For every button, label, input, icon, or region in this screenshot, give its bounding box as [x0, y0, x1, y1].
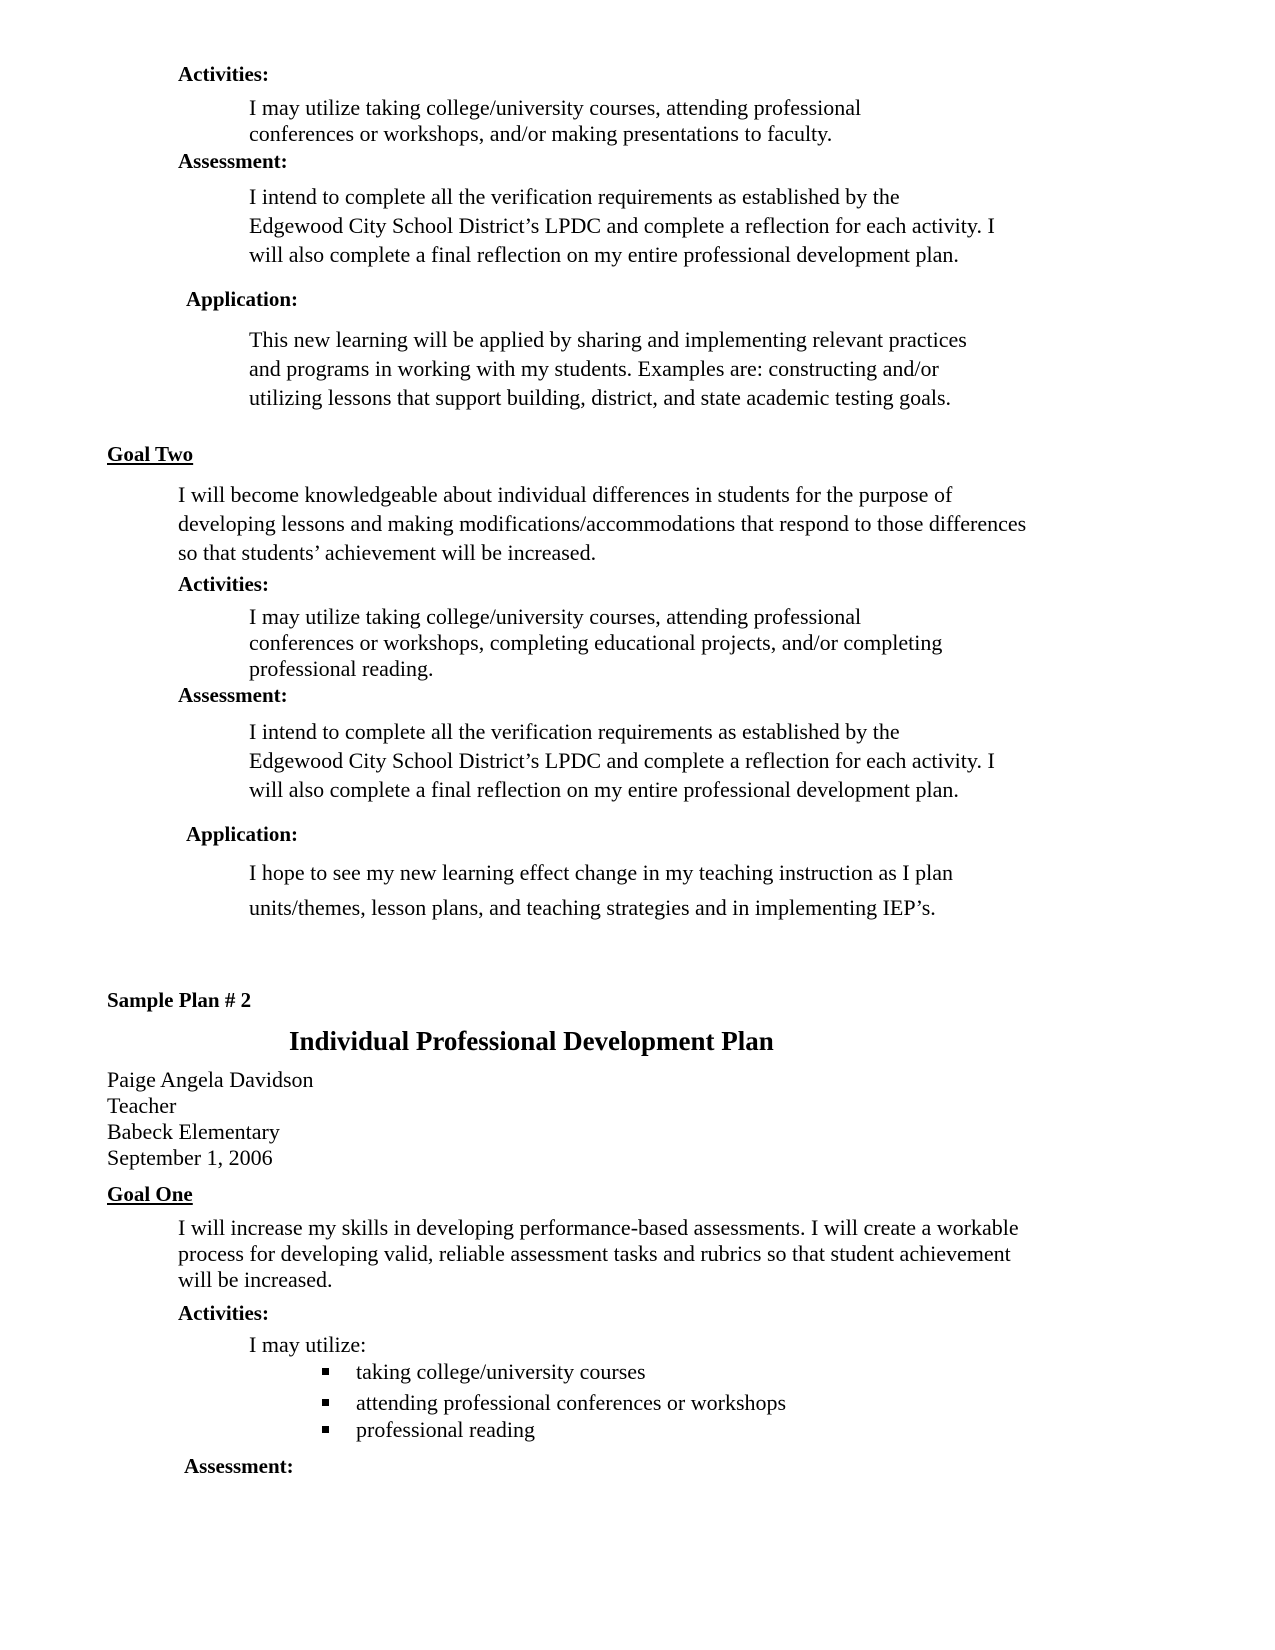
- plan-header-info: [107, 1067, 314, 1171]
- bullet-square-icon: [322, 1368, 329, 1375]
- text-line: conferences or workshops, completing educational projects, and/or completing: [249, 630, 943, 655]
- plan-title: Individual Professional Development Plan: [289, 1026, 774, 1056]
- teacher-name: Paige Angela Davidson: [107, 1067, 314, 1092]
- text-line: I intend to complete all the verification requirements as established by the: [249, 184, 900, 209]
- activities-label: Activities:: [178, 1301, 269, 1325]
- text-line: utilizing lessons that support building, district, and state academic testing goals.: [249, 385, 952, 410]
- activities-text: [249, 604, 942, 682]
- goal-two-heading: Goal Two: [107, 442, 194, 466]
- list-item-text: attending professional conferences or workshops: [356, 1390, 787, 1415]
- text-line: units/themes, lesson plans, and teaching strategies and in implementing IEP’s.: [249, 895, 936, 920]
- school-name: Babeck Elementary: [107, 1119, 280, 1144]
- application-label: Application:: [186, 287, 299, 311]
- text-line: I will become knowledgeable about individual differences in students for the purpose of: [178, 482, 953, 507]
- text-line: I hope to see my new learning effect change in my teaching instruction as I plan: [249, 860, 953, 885]
- activities-text: [249, 95, 861, 147]
- assessment-label: Assessment:: [184, 1454, 294, 1478]
- goal-two-statement: [178, 480, 1026, 567]
- list-item: [356, 1390, 786, 1416]
- assessment-text: [249, 717, 995, 804]
- plan-date: September 1, 2006: [107, 1145, 273, 1170]
- bullet-square-icon: [322, 1426, 329, 1433]
- bullet-square-icon: [322, 1399, 329, 1406]
- text-line: I may utilize taking college/university courses, attending professional: [249, 604, 862, 629]
- assessment-label: Assessment:: [178, 683, 288, 707]
- activities-label: Activities:: [178, 572, 269, 596]
- text-line: professional reading.: [249, 656, 434, 681]
- text-line: developing lessons and making modifications/accommodations that respond to those differences: [178, 511, 1027, 536]
- application-label: Application:: [186, 822, 299, 846]
- text-line: I may utilize taking college/university courses, attending professional: [249, 95, 862, 120]
- text-line: will be increased.: [178, 1267, 333, 1292]
- text-line: Edgewood City School District’s LPDC and complete a reflection for each activity. I: [249, 748, 995, 773]
- assessment-label: Assessment:: [178, 149, 288, 173]
- list-item: [356, 1417, 535, 1443]
- text-line: Edgewood City School District’s LPDC and complete a reflection for each activity. I: [249, 213, 995, 238]
- text-line: I intend to complete all the verification requirements as established by the: [249, 719, 900, 744]
- activities-label: Activities:: [178, 62, 269, 86]
- goal-one-heading: Goal One: [107, 1182, 193, 1206]
- activities-intro: I may utilize:: [249, 1332, 367, 1357]
- text-line: conferences or workshops, and/or making presentations to faculty.: [249, 121, 833, 146]
- list-item: [356, 1359, 646, 1385]
- list-item-text: professional reading: [356, 1417, 535, 1442]
- teacher-role: Teacher: [107, 1093, 177, 1118]
- text-line: This new learning will be applied by sharing and implementing relevant practices: [249, 327, 967, 352]
- sample-plan-label: Sample Plan # 2: [107, 988, 252, 1012]
- text-line: I will increase my skills in developing performance-based assessments. I will create a workable: [178, 1215, 1019, 1240]
- application-text: [249, 325, 967, 412]
- list-item-text: taking college/university courses: [356, 1359, 646, 1384]
- text-line: and programs in working with my students. Examples are: constructing and/or: [249, 356, 939, 381]
- text-line: will also complete a final reflection on my entire professional development plan.: [249, 242, 959, 267]
- text-line: so that students’ achievement will be increased.: [178, 540, 597, 565]
- text-line: will also complete a final reflection on my entire professional development plan.: [249, 777, 959, 802]
- goal-one-statement: [178, 1215, 1019, 1293]
- assessment-text: [249, 182, 995, 269]
- application-text: [249, 855, 953, 925]
- text-line: process for developing valid, reliable assessment tasks and rubrics so that student achievement: [178, 1241, 1011, 1266]
